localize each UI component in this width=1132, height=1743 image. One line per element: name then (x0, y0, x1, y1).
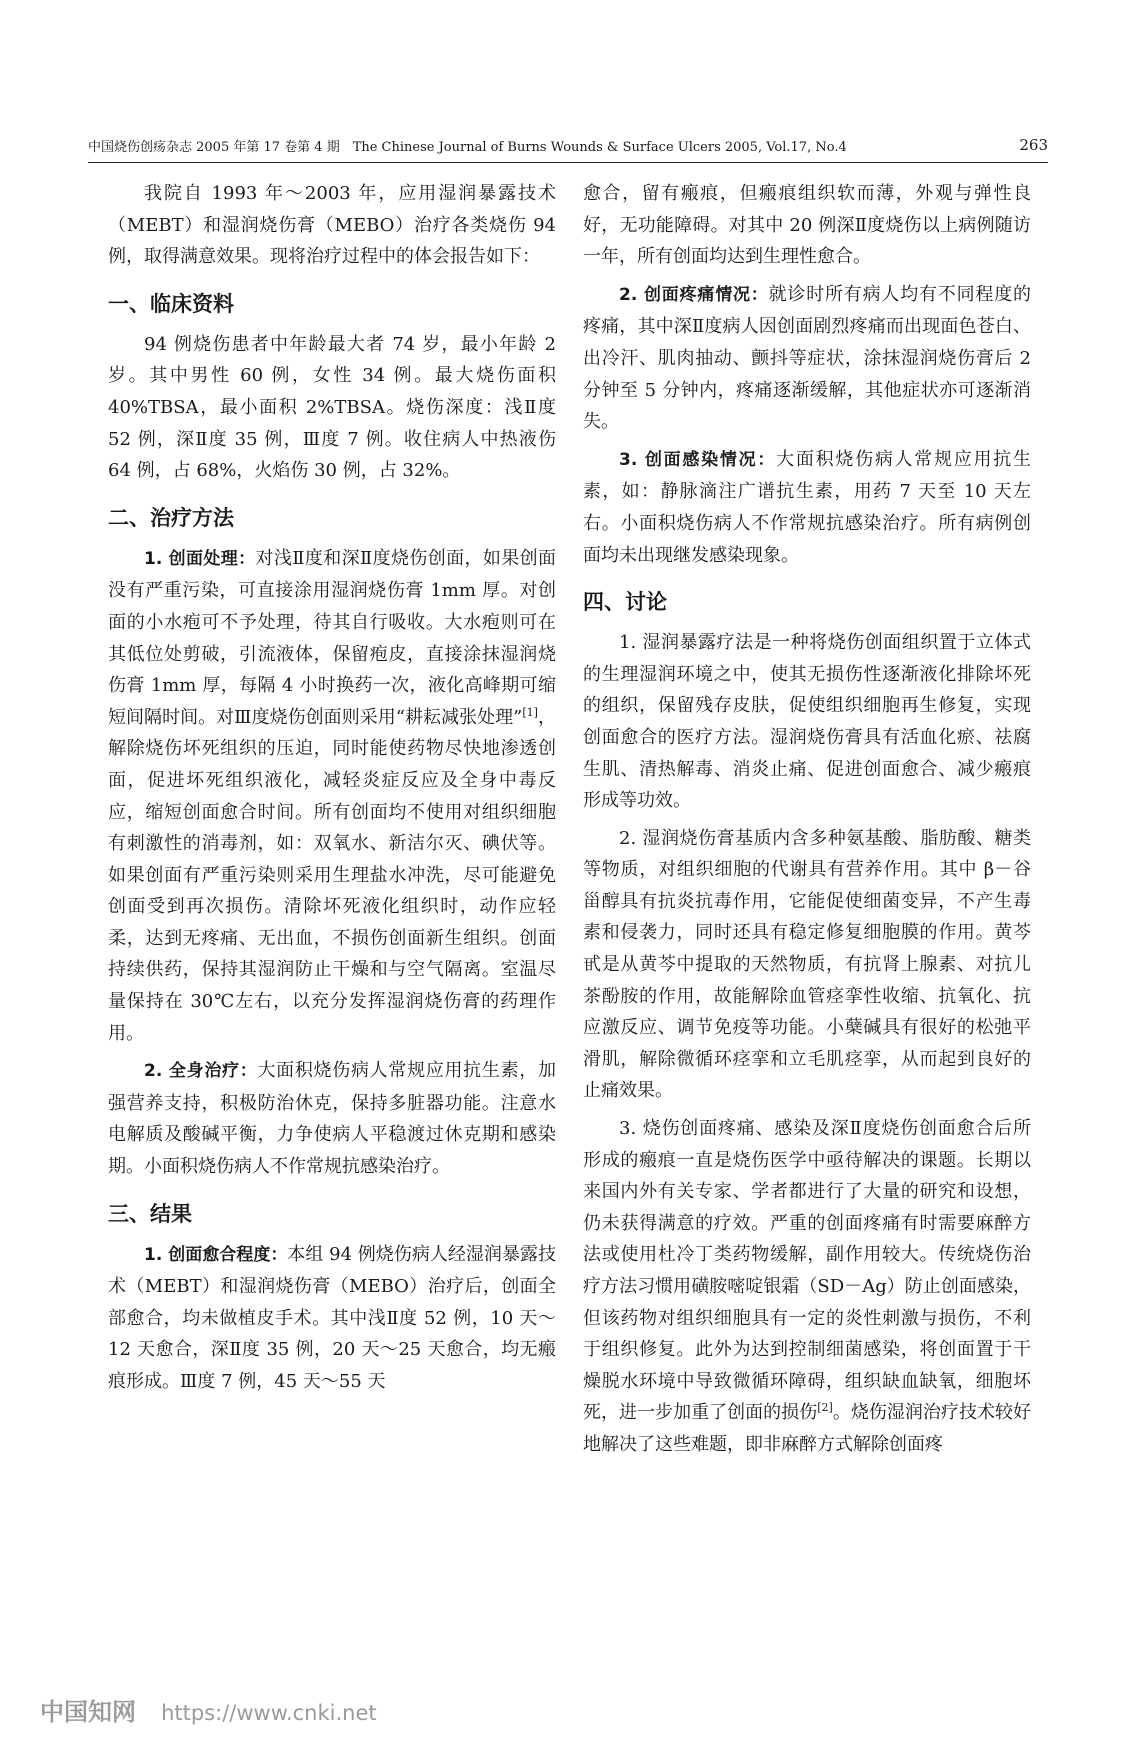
discussion-3-text-b: 。烧伤湿润治疗技术较好地解决了这些难题，即非麻醉方式解除创面疼 (583, 1402, 1031, 1455)
cnki-brand: 中国知网 (40, 1698, 136, 1726)
cnki-url: https://www.cnki.net (161, 1701, 377, 1725)
left-column (108, 178, 556, 1398)
discussion-paragraph-1: 1. 湿润暴露疗法是一种将烧伤创面组织置于立体式的生理湿润环境之中，使其无损伤性逐渐液化排除坏死的组织，保留残存皮肤，促使组织细胞再生修复，实现创面愈合的医疗方法。湿润烧伤膏具有活血化瘀、祛腐生肌、清热解毒、消炎止痛、促进创面愈合、减少瘢痕形成等功效。 (583, 632, 1031, 812)
discussion-paragraph-3 (583, 1113, 1031, 1461)
result-healing-title: 1. 创面愈合程度： (144, 1244, 288, 1265)
section-heading-clinical: 一、临床资料 (108, 291, 234, 316)
method-wound-text-a: 对浅Ⅱ度和深Ⅱ度烧伤创面，如果创面没有严重污染，可直接涂用湿润烧伤膏 1mm 厚。对创面的小水疱可不予处理，待其自行吸收。大水疱则可在其低位处剪破，引流液体，保留疱皮，直接涂抹湿润烧伤膏 1mm 厚，每隔 4 小时换药一次，液化高峰期可缩短间隔时间。对Ⅲ度烧伤创面则采用“耕耘减张处理” (108, 547, 556, 728)
method-wound-title: 1. 创面处理： (144, 548, 256, 569)
reference-1[interactable]: [1] (522, 705, 538, 719)
reference-2[interactable]: [2] (817, 1401, 833, 1415)
result-healing-continued: 愈合，留有瘢痕，但瘢痕组织软而薄，外观与弹性良好，无功能障碍。对其中 20 例深Ⅱ度烧伤以上病例随访一年，所有创面均达到生理性愈合。 (583, 183, 1031, 268)
running-header (88, 136, 1048, 163)
method-wound-text-b: ，解除烧伤坏死组织的压迫，同时能使药物尽快地渗透创面，促进坏死组织液化，减轻炎症反应及全身中毒反应，缩短创面愈合时间。所有创面均不使用对组织细胞有刺激性的消毒剂，如：双氧水、新洁尔灭、碘伏等。如果创面有严重污染则采用生理盐水冲洗，尽可能避免创面受到再次损伤。清除坏死液化组织时，动作应轻柔，达到无疼痛、无出血，不损伤创面新生组织。创面持续供药，保持其湿润防止干燥和与空气隔离。室温尽量保持在 30℃左右，以充分发挥湿润烧伤膏的药理作用。 (108, 706, 556, 1044)
method-wound-paragraph (108, 543, 556, 1050)
cnki-watermark (40, 1692, 540, 1724)
result-pain-title: 2. 创面疼痛情况： (619, 284, 769, 305)
journal-citation: 中国烧伤创疡杂志 2005 年第 17 卷第 4 期 The Chinese Journal of Burns Wounds & Surface Ulcers 2005, Vol.17, No.4 (88, 140, 847, 155)
section-heading-discussion: 四、讨论 (583, 590, 667, 615)
method-systemic-text: 大面积烧伤病人常规应用抗生素，加强营养支持，积极防治休克，保持多脏器功能。注意水电解质及酸碱平衡，力争使病人平稳渡过休克期和感染期。小面积烧伤病人不作常规抗感染治疗。 (108, 1060, 556, 1178)
result-pain-paragraph (583, 279, 1031, 438)
method-systemic-paragraph (108, 1055, 556, 1182)
right-column (583, 178, 1031, 1461)
section-heading-methods: 二、治疗方法 (108, 505, 234, 530)
page-number: 263 (1019, 136, 1048, 154)
method-systemic-title: 2. 全身治疗： (144, 1061, 258, 1082)
discussion-paragraph-2: 2. 湿润烧伤膏基质内含多种氨基酸、脂肪酸、糖类等物质，对组织细胞的代谢具有营养作用。其中 β－谷甾醇具有抗炎抗毒作用，它能促使细菌变异，不产生毒素和侵袭力，同时还具有稳定修复细胞膜的作用。黄芩甙是从黄芩中提取的天然物质，有抗肾上腺素、对抗儿茶酚胺的作用，故能解除血管痉挛性收缩、抗氧化、抗应激反应、调节免疫等功能。小蘖碱具有很好的松弛平滑肌，解除微循环痉挛和立毛肌痉挛，从而起到良好的止痛效果。 (583, 827, 1031, 1102)
intro-paragraph: 我院自 1993 年～2003 年，应用湿润暴露技术（MEBT）和湿润烧伤膏（MEBO）治疗各类烧伤 94 例，取得满意效果。现将治疗过程中的体会报告如下： (108, 183, 556, 268)
result-healing-paragraph (108, 1239, 556, 1398)
result-infection-title: 3. 创面感染情况： (619, 449, 777, 470)
discussion-3-text-a: 3. 烧伤创面疼痛、感染及深Ⅱ度烧伤创面愈合后所形成的瘢痕一直是烧伤医学中亟待解决的课题。长期以来国内外有关专家、学者都进行了大量的研究和设想，仍未获得满意的疗效。严重的创面疼痛有时需要麻醉方法或使用杜冷丁类药物缓解，副作用较大。传统烧伤治疗方法习惯用磺胺嘧啶银霜（SD－Ag）防止创面感染，但该药物对组织细胞具有一定的炎性刺激与损伤，不利于组织修复。此外为达到控制细菌感染，将创面置于干燥脱水环境中导致微循环障碍，组织缺血缺氧，细胞坏死，进一步加重了创面的损伤 (583, 1118, 1031, 1424)
clinical-paragraph: 94 例烧伤患者中年龄最大者 74 岁，最小年龄 2 岁。其中男性 60 例，女性 34 例。最大烧伤面积 40%TBSA，最小面积 2%TBSA。烧伤深度：浅Ⅱ度 52 例，深Ⅱ度 35 例，Ⅲ度 7 例。收住病人中热液伤 64 例，占 68%，火焰伤 30 例，占 32%。 (108, 333, 556, 482)
result-healing-text: 本组 94 例烧伤病人经湿润暴露技术（MEBT）和湿润烧伤膏（MEBO）治疗后，创面全部愈合，均未做植皮手术。其中浅Ⅱ度 52 例，10 天～12 天愈合，深Ⅱ度 35 例，20 天～25 天愈合，均无瘢痕形成。Ⅲ度 7 例，45 天～55 天 (108, 1243, 556, 1392)
result-pain-text: 就诊时所有病人均有不同程度的疼痛，其中深Ⅱ度病人因创面剧烈疼痛而出现面色苍白、出冷汗、肌肉抽动、颤抖等症状，涂抹湿润烧伤膏后 2 分钟至 5 分钟内，疼痛逐渐缓解，其他症状亦可逐渐消失。 (583, 283, 1031, 433)
section-heading-results: 三、结果 (108, 1201, 192, 1226)
result-infection-text: 大面积烧伤病人常规应用抗生素，如：静脉滴注广谱抗生素，用药 7 天至 10 天左右。小面积烧伤病人不作常规抗感染治疗。所有病例创面均未出现继发感染现象。 (583, 448, 1031, 566)
result-infection-paragraph (583, 444, 1031, 571)
